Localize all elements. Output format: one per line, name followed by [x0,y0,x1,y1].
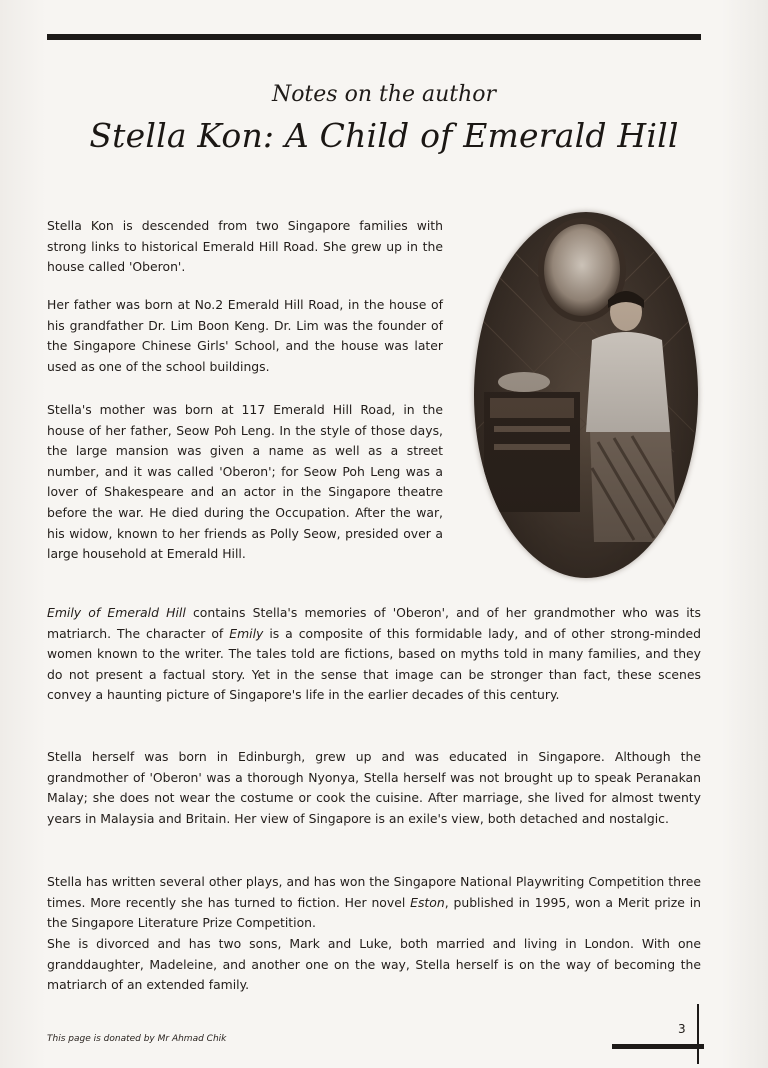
paragraph-works-text-a: Stella has written several other plays, and has won the Singapore National Playwriting Competition three times. More recently she has turned to fiction. Her novel [47,874,701,910]
paragraph-play-text-a: contains Stella's memories of 'Oberon', and of her grandmother who was its matriarch. The character of [47,605,701,641]
corner-rule-horizontal [612,1044,704,1049]
paragraph-works-text-b: , published in 1995, won a Merit prize in the Singapore Literature Prize Competition. [47,894,701,931]
paragraph-works [47,872,701,934]
paragraph-play-text-b: is a composite of this formidable lady, and of other strong-minded women known to the writer. The tales told are fictions, based on myths told in many families, and they do not present a factual story. Yet in the sense that image can be stronger than fact, these scenes convey a haunting picture of Singapore's life in the earlier decades of this century. [47,625,702,703]
page-number: 3 [678,1022,686,1036]
play-title: Emily of Emerald Hill [47,605,186,620]
top-rule [47,34,701,40]
paragraph-father: Her father was born at No.2 Emerald Hill Road, in the house of his grandfather Dr. Lim Boon Keng. Dr. Lim was the founder of the Singapore Chinese Girls' School, and the house was later used as one of the school buildings. [47,297,443,374]
character-name: Emily [229,625,264,641]
paragraph-play [47,603,701,706]
corner-rule-vertical [697,1004,699,1064]
page-subtitle: Notes on the author [271,82,497,107]
portrait-illustration [474,212,698,578]
portrait-photo [474,212,698,578]
paragraph-family: She is divorced and has two sons, Mark and Luke, both married and living in London. With one granddaughter, Madeleine, and another one on the way, Stella herself is on the way of becoming the matriarch of an extended family. [47,936,701,993]
novel-title: Eston [410,894,445,910]
donation-note: This page is donated by Mr Ahmad Chik [47,1034,227,1044]
paragraph-mother: Stella's mother was born at 117 Emerald Hill Road, in the house of her father, Seow Poh Leng. In the style of those days, the large mansion was given a name as well as a street number, and it was called 'Oberon'; for Seow Poh Leng was a lover of Shakespeare and an actor in the Singapore theatre before the war. He died during the Occupation. After the war, his widow, known to her friends as Polly Seow, presided over a large household at Emerald Hill. [47,402,443,562]
paragraph-intro: Stella Kon is descended from two Singapore families with strong links to historical Emerald Hill Road. She grew up in the house called 'Oberon'. [47,218,443,275]
paragraph-background: Stella herself was born in Edinburgh, grew up and was educated in Singapore. Although the grandmother of 'Oberon' was a thorough Nyonya, Stella herself was not brought up to speak Peranakan Malay; she does not wear the costume or cook the cuisine. After marriage, she lived for almost twenty years in Malaysia and Britain. Her view of Singapore is an exile's view, both detached and nostalgic. [47,749,701,826]
page-title: Stella Kon: A Child of Emerald Hill [89,116,679,155]
